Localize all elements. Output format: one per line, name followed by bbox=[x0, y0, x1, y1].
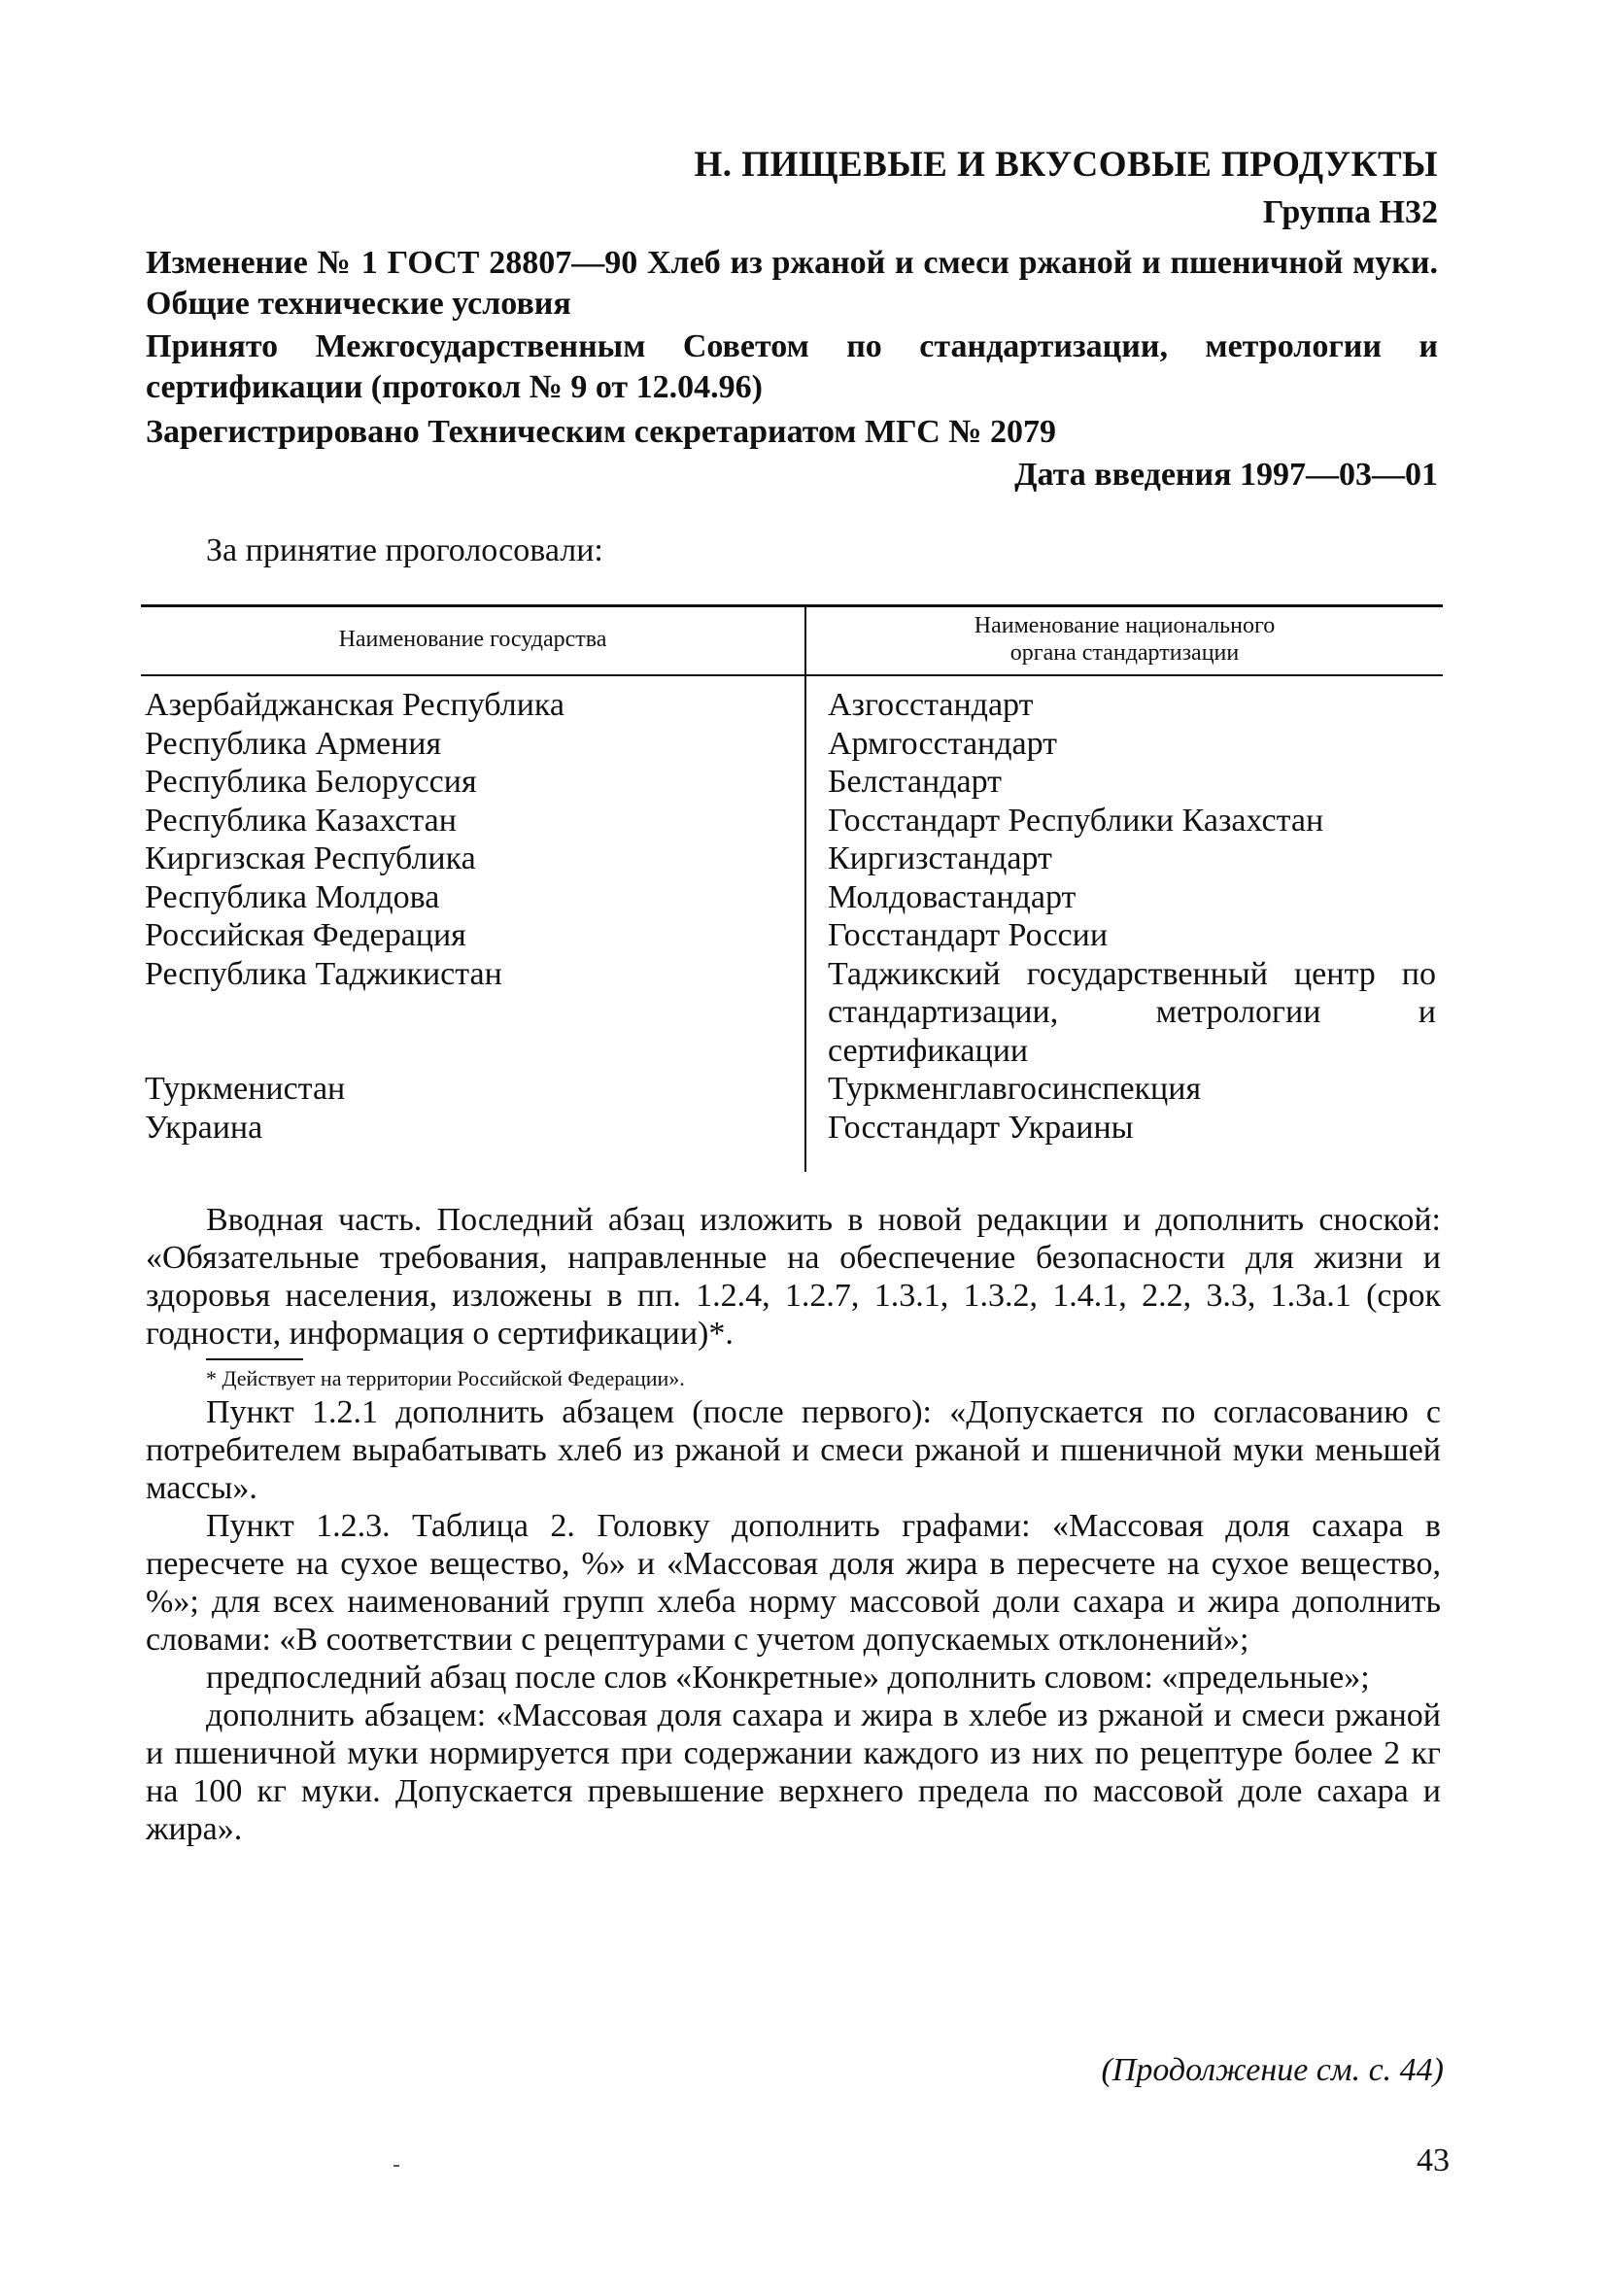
table-column-bodies bbox=[828, 686, 1436, 1147]
table-cell-body: Киргизстандарт bbox=[828, 840, 1052, 876]
group-code: Группа Н32 bbox=[1262, 194, 1438, 230]
table-cell-state: Азербайджанская Республика bbox=[145, 687, 565, 723]
table-header-body bbox=[806, 604, 1443, 674]
table-cell-state: Киргизская Республика bbox=[145, 840, 476, 876]
table-cell-state: Украина bbox=[145, 1109, 263, 1146]
table-header-rule bbox=[141, 674, 1443, 676]
table-cell-body: Госстандарт Украины bbox=[828, 1109, 1134, 1146]
table-column-divider bbox=[804, 604, 806, 1172]
table-cell-state: Туркменистан bbox=[145, 1071, 346, 1107]
voted-label: За принятие проголосовали: bbox=[206, 532, 603, 568]
table-header-state: Наименование государства bbox=[338, 627, 607, 652]
introduction-date: Дата введения 1997—03—01 bbox=[1014, 457, 1438, 493]
scan-mark bbox=[393, 2165, 399, 2167]
table-cell-state: Российская Федерация bbox=[145, 917, 466, 953]
table-cell-body: Таджикский государственный центр по стандартизации, метрологии и сертификации bbox=[828, 955, 1436, 1069]
table-cell-body: Молдовастандарт bbox=[828, 878, 1077, 915]
table-cell-state: Республика Белоруссия bbox=[145, 764, 477, 800]
section-title: Н. ПИЩЕВЫЕ И ВКУСОВЫЕ ПРОДУКТЫ bbox=[694, 145, 1438, 185]
paragraph-1-2-3: Пункт 1.2.3. Таблица 2. Головку дополнить графами: «Массовая доля сахара в пересчете на сухое вещество, %» и «Массовая доля жира в пересчете на сухое вещество, %»; для всех наименований групп хлеба норму массовой доли сахара и жира дополнить словами: «В соответствии с рецептурами с учетом допускаемых отклонений»; bbox=[146, 1508, 1441, 1658]
paragraph-penultimate: предпоследний абзац после слов «Конкретные» дополнить словом: «предельные»; bbox=[206, 1660, 1370, 1696]
intro-paragraph: Вводная часть. Последний абзац изложить в новой редакции и дополнить сноской: «Обязательные требования, направленные на обеспечение безопасности для жизни и здоровья населения, изложены в пп. 1.2.4, 1.2.7, 1.3.1, 1.3.2, 1.4.1, 2.2, 3.3, 1.3а.1 (срок годности, информация о сертификации)*. bbox=[146, 1202, 1441, 1352]
amendment-body bbox=[146, 1201, 1441, 1848]
footnote: * Действует на территории Российской Федерации». bbox=[206, 1366, 685, 1390]
table-cell-state: Республика Молдова bbox=[145, 878, 440, 915]
adopted-statement: Принято Межгосударственным Советом по стандартизации, метрологии и сертификации (протокол № 9 от 12.04.96) bbox=[146, 328, 1438, 405]
table-cell-body: Армгосстандарт bbox=[828, 725, 1058, 762]
page-number: 43 bbox=[1417, 2142, 1450, 2178]
table-cell-body: Госстандарт Республики Казахстан bbox=[828, 802, 1324, 839]
continuation-note: (Продолжение см. с. 44) bbox=[1101, 2052, 1444, 2088]
table-column-states bbox=[145, 686, 796, 1147]
table-cell-state: Республика Казахстан bbox=[145, 802, 457, 839]
table-cell-body: Туркменглавгосинспекция bbox=[828, 1071, 1202, 1107]
footnote-rule bbox=[206, 1358, 303, 1360]
paragraph-1-2-1: Пункт 1.2.1 дополнить абзацем (после первого): «Допускается по согласованию с потребителем вырабатывать хлеб из ржаной и смеси ржаной и пшеничной муки меньшей массы». bbox=[146, 1394, 1441, 1506]
table-cell-state: Республика Таджикистан bbox=[145, 955, 502, 992]
table-cell-body: Азгосстандарт bbox=[828, 687, 1034, 723]
table-header-body-text: Наименование национального органа стандартизации bbox=[974, 613, 1276, 666]
table-cell-state: Республика Армения bbox=[145, 725, 442, 762]
change-title: Изменение № 1 ГОСТ 28807—90 Хлеб из ржаной и смеси ржаной и пшеничной муки. Общие технические условия bbox=[146, 245, 1438, 322]
voting-table bbox=[141, 604, 1443, 1172]
paragraph-addition: дополнить абзацем: «Массовая доля сахара и жира в хлебе из ржаной и смеси ржаной и пшеничной муки нормируется при содержании каждого из них по рецептуре более 2 кг на 100 кг муки. Допускается превышение верхнего предела по массовой доле сахара и жира». bbox=[146, 1697, 1441, 1847]
table-cell-body: Госстандарт России bbox=[828, 917, 1109, 953]
registration-statement: Зарегистрировано Техническим секретариатом МГС № 2079 bbox=[146, 414, 1056, 450]
table-cell-body: Белстандарт bbox=[828, 764, 1003, 800]
